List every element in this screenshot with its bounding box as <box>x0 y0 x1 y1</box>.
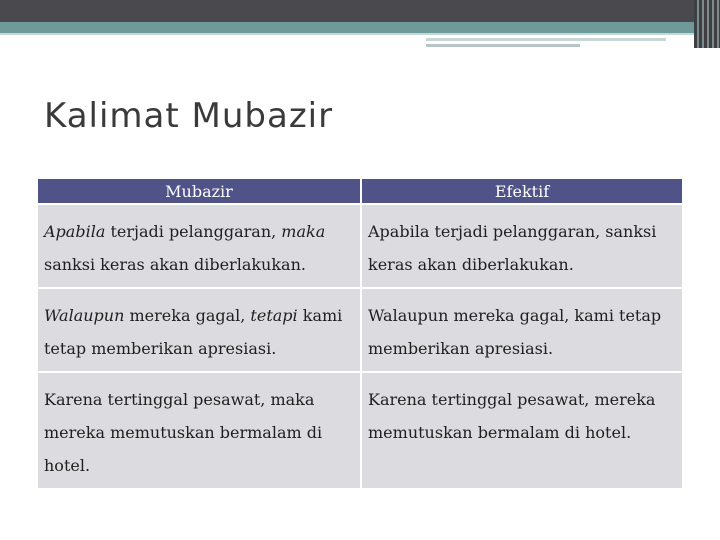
corner-stripes-decoration <box>694 0 720 48</box>
header-efektif: Efektif <box>362 179 682 203</box>
top-divider-line <box>0 33 720 35</box>
cell-mubazir <box>38 373 360 488</box>
decorative-line-short <box>426 44 580 47</box>
redundant-word: Walaupun <box>44 306 125 325</box>
comparison-table <box>36 177 684 490</box>
top-accent-bar <box>0 22 720 33</box>
sentence-text: kami tetap memberikan apresiasi. <box>44 306 343 358</box>
table-row <box>38 205 682 287</box>
header-mubazir: Mubazir <box>38 179 360 203</box>
cell-mubazir <box>38 205 360 287</box>
slide-title: Kalimat Mubazir <box>44 96 334 136</box>
table-header-row <box>38 179 682 203</box>
cell-efektif: Karena tertinggal pesawat, mereka memutuskan bermalam di hotel. <box>362 373 682 488</box>
sentence-text: mereka gagal, <box>124 306 251 325</box>
redundant-word: Apabila <box>44 222 106 241</box>
cell-efektif: Walaupun mereka gagal, kami tetap memberikan apresiasi. <box>362 289 682 371</box>
top-decorative-bar <box>0 0 720 22</box>
sentence-text: Karena tertinggal pesawat, maka mereka memutuskan bermalam di hotel. <box>44 390 323 475</box>
table-row <box>38 373 682 488</box>
table-body <box>38 205 682 488</box>
cell-efektif: Apabila terjadi pelanggaran, sanksi keras akan diberlakukan. <box>362 205 682 287</box>
table-row <box>38 289 682 371</box>
redundant-word: tetapi <box>250 306 298 325</box>
redundant-word: maka <box>281 222 326 241</box>
decorative-line <box>426 38 666 41</box>
sentence-text: terjadi pelanggaran, <box>105 222 282 241</box>
cell-mubazir <box>38 289 360 371</box>
sentence-text: sanksi keras akan diberlakukan. <box>44 255 306 274</box>
